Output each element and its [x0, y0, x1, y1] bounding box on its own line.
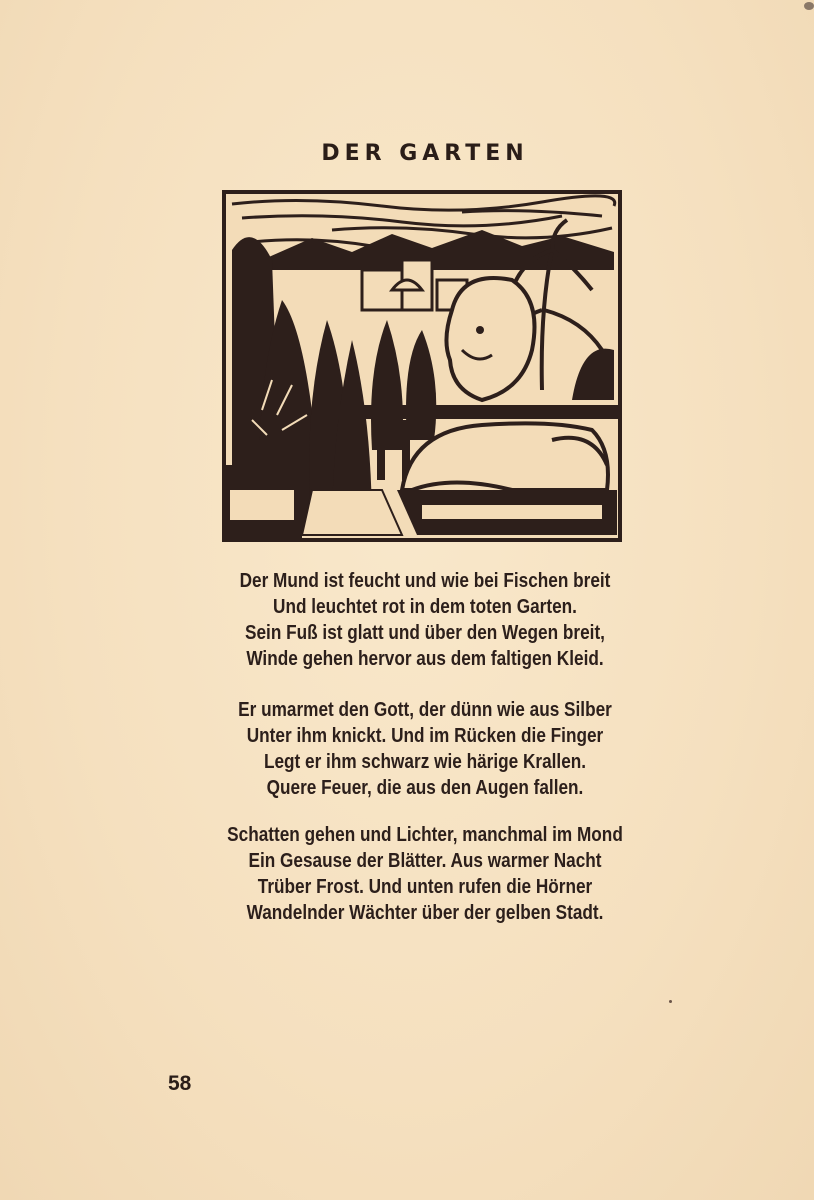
poem-title: DER GARTEN [321, 141, 529, 166]
paper-speck [669, 1000, 672, 1003]
poem-line: Und leuchtet rot in dem toten Garten. [273, 596, 577, 618]
stanza-2 [189, 697, 662, 801]
poem-line: Quere Feuer, die aus den Augen fallen. [266, 777, 584, 799]
poem-line: Er umarmet den Gott, der dünn wie aus Silber [238, 699, 612, 721]
poem-line: Schatten gehen und Lichter, manchmal im Mond [227, 824, 623, 846]
stanza-1 [189, 568, 662, 672]
poem-line: Winde gehen hervor aus dem faltigen Kleid. [246, 648, 604, 670]
poem-line: Wandelnder Wächter über der gelben Stadt. [246, 902, 604, 924]
poem-line: Legt er ihm schwarz wie härige Krallen. [263, 751, 587, 773]
woodcut-illustration [222, 190, 622, 542]
poem-line: Trüber Frost. Und unten rufen die Hörner [257, 876, 593, 898]
poem-line: Der Mund ist feucht und wie bei Fischen breit [239, 570, 611, 592]
page-number: 58 [168, 1072, 192, 1095]
poem-line: Unter ihm knickt. Und im Rücken die Finger [246, 725, 604, 747]
poem-line: Sein Fuß ist glatt und über den Wegen breit, [245, 622, 605, 644]
poem-line: Ein Gesause der Blätter. Aus warmer Nacht [248, 850, 602, 872]
paper-speck [804, 2, 814, 10]
stanza-3 [189, 822, 662, 926]
